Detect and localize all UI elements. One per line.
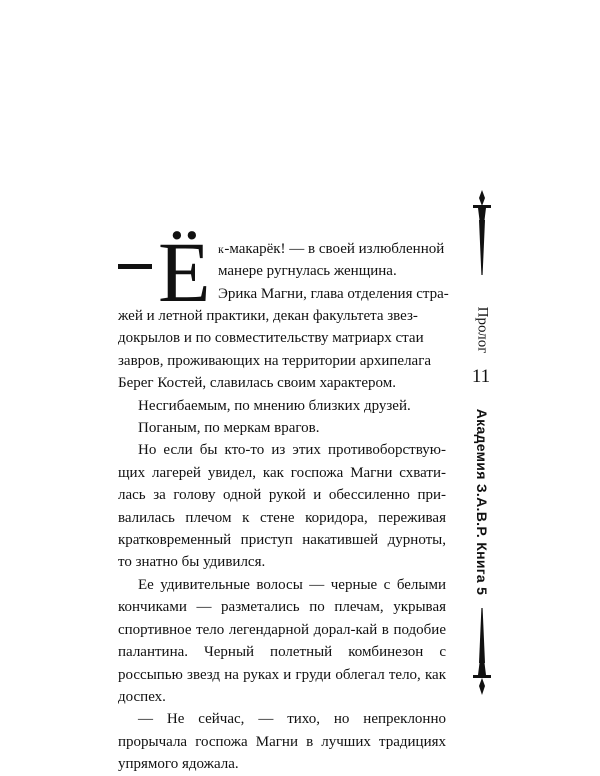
opening-lead-letter: к xyxy=(218,242,225,256)
paragraph: — Не сейчас, — тихо, но непреклонно прорычала госпожа Магни в лучших традициях упрямого ядожала. xyxy=(118,711,446,773)
paragraph-line: докрылов и по совместительству матриарх стаи xyxy=(118,330,424,347)
running-head xyxy=(470,300,494,360)
drop-cap: Ё xyxy=(158,224,211,320)
paragraph-line: завров, проживающих на территории архипелага xyxy=(118,352,432,369)
dagger-ornament-icon xyxy=(462,190,502,275)
paragraph: Несгибаемым, по мнению близких друзей. xyxy=(138,397,411,414)
paragraph: Поганым, по меркам врагов. xyxy=(138,420,320,437)
chapter-text xyxy=(118,224,449,776)
paragraph: Но если бы кто-то из этих противоборствующих лагерей увидел, как госпожа Магни схватилась за голову одной рукой и обессиленно привалилась плечом к стене коридора, переживая кратковременный приступ накатившей дурноты, то знатно бы удивился. xyxy=(118,442,446,571)
paragraph: Ее удивительные волосы — черные с белыми кончиками — разметались по плечам, укрывая спортивное тело легендарной дорал-кай в подобие палантина. Черный полетный комбинезон с россыпью звезд на руках и груди облегал тело, как доспех. xyxy=(118,576,446,705)
opening-line-1-text: -макарёк! — в своей излюбленной xyxy=(224,241,445,257)
book-series-label: Академия З.А.В.Р. Книга 5 xyxy=(474,408,490,596)
em-dash-ornament xyxy=(118,264,152,269)
opening-line-2: манере ругнулась женщина. xyxy=(218,263,397,280)
page-number: 11 xyxy=(471,366,491,387)
opening-line-1 xyxy=(218,238,446,260)
chapter-label: Пролог xyxy=(474,306,491,354)
series-title xyxy=(468,400,496,605)
paragraph-line: Берег Костей, славилась своим характером. xyxy=(118,375,396,392)
opening-line-3: Эрика Магни, глава отделения стра- xyxy=(218,285,449,302)
paragraph-line: жей и летной практики, декан факультета звез- xyxy=(118,308,418,324)
dagger-ornament-icon xyxy=(462,608,502,695)
